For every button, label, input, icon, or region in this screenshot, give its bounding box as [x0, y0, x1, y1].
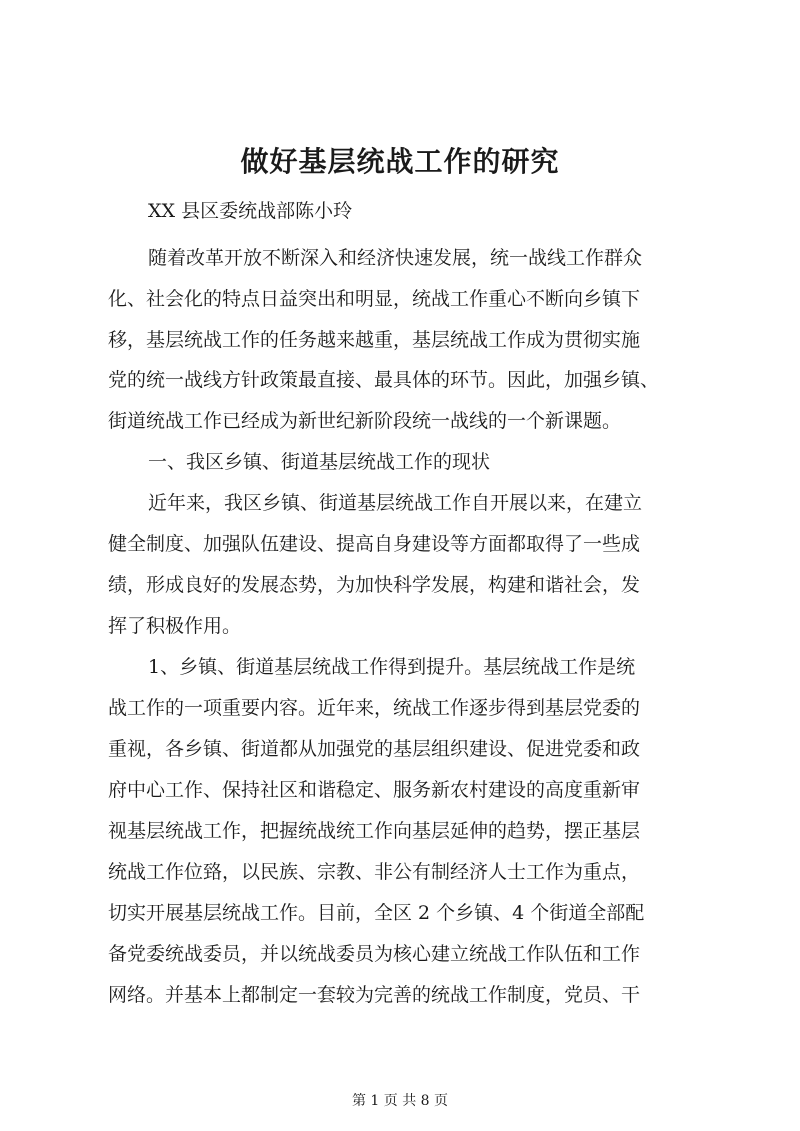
- paragraph-line: 统战工作位臵，以民族、宗教、非公有制经济人士工作为重点，: [108, 861, 641, 883]
- page-footer: 第 1 页 共 8 页: [351, 1093, 449, 1109]
- paragraph-line: 化、社会化的特点日益突出和明显，统战工作重心不断向乡镇下: [108, 288, 641, 310]
- page-title: 做好基层统战工作的研究: [240, 145, 560, 178]
- paragraph-line: 府中心工作、保持社区和谐稳定、服务新农村建设的高度重新审: [108, 779, 641, 801]
- paragraph-line: 网络。并基本上都制定一套较为完善的统战工作制度，党员、干: [108, 984, 641, 1006]
- paragraph-line: 健全制度、加强队伍建设、提高自身建设等方面都取得了一些成: [108, 533, 641, 555]
- paragraph-line: 战工作的一项重要内容。近年来，统战工作逐步得到基层党委的: [108, 697, 641, 719]
- paragraph-line: 1、乡镇、街道基层统战工作得到提升。基层统战工作是统: [148, 656, 636, 678]
- paragraph-line: 绩，形成良好的发展态势，为加快科学发展，构建和谐社会，发: [108, 574, 641, 596]
- paragraph-line: 随着改革开放不断深入和经济快速发展，统一战线工作群众: [148, 247, 643, 269]
- paragraph-line: 移，基层统战工作的任务越来越重，基层统战工作成为贯彻实施: [108, 329, 641, 351]
- paragraph-line: 党的统一战线方针政策最直接、最具体的环节。因此，加强乡镇、: [108, 369, 660, 391]
- paragraph-line: 挥了积极作用。: [108, 615, 242, 637]
- section-heading: 一、我区乡镇、街道基层统战工作的现状: [148, 451, 491, 473]
- paragraph-line: 街道统战工作已经成为新世纪新阶段统一战线的一个新课题。: [108, 410, 622, 432]
- paragraph-line: 近年来，我区乡镇、街道基层统战工作自开展以来，在建立: [148, 492, 643, 514]
- paragraph-line: 重视，各乡镇、街道都从加强党的基层组织建设、促进党委和政: [108, 738, 641, 760]
- author-line: XX 县区委统战部陈小玲: [148, 200, 353, 222]
- paragraph-line: 切实开展基层统战工作。目前，全区 2 个乡镇、4 个街道全部配: [108, 902, 645, 924]
- paragraph-line: 备党委统战委员，并以统战委员为核心建立统战工作队伍和工作: [108, 943, 641, 965]
- paragraph-line: 视基层统战工作，把握统战统工作向基层延伸的趋势，摆正基层: [108, 820, 641, 842]
